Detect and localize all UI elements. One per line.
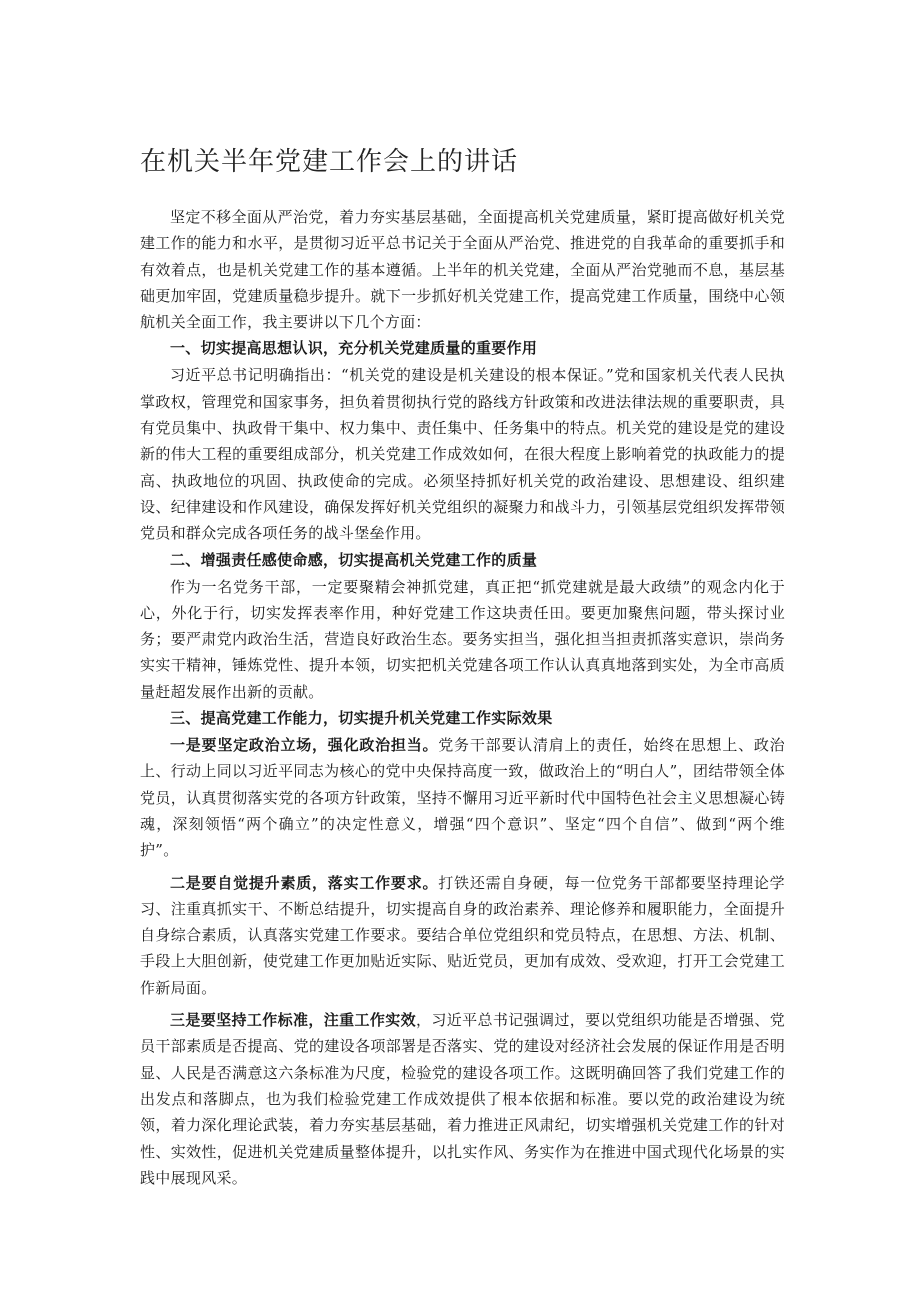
intro-paragraph: 坚定不移全面从严治党，着力夯实基层基础，全面提高机关党建质量，紧盯提高做好机关党建工作的能力和水平，是贯彻习近平总书记关于全面从严治党、推进党的自我革命的重要抓手和有效着点，也是机关党建工作的基本遵循。上半年的机关党建，全面从严治党驰而不息，基层基础更加牢固，党建质量稳步提升。就下一步抓好机关党建工作，提高党建工作质量，围绕中心领航机关全面工作，我主要讲以下几个方面： [140,208,785,332]
point-1-body: 党务干部要认清肩上的责任，始终在思想上、政治上、行动上同以习近平同志为核心的党中央保持高度一致，做政治上的“明白人”，团结带领全体党员，认真贯彻落实党的各项方针政策，坚持不懈用习近平新时代中国特色社会主义思想凝心铸魂，深刻领悟“两个确立”的决定性意义，增强“四个意识”、坚定“四个自信”、做到“两个维护”。 [140,736,785,860]
section-1-heading: 一、切实提高思想认识，充分机关党建质量的重要作用 [170,339,538,358]
section-1-paragraph: 习近平总书记明确指出：“机关党的建设是机关建设的根本保证。”党和国家机关代表人民执掌政权，管理党和国家事务，担负着贯彻执行党的路线方针政策和改进法律法规的重要职责，具有党员集中、执政骨干集中、权力集中、责任集中、任务集中的特点。机关党的建设是党的建设新的伟大工程的重要组成部分，机关党建工作成效如何，在很大程度上影响着党的执政能力的提高、执政地位的巩固、执政使命的完成。必须坚持抓好机关党的政治建设、思想建设、组织建设、纪律建设和作风建设，确保发挥好机关党组织的凝聚力和战斗力，引领基层党组织发挥带领党员和群众完成各项任务的战斗堡垒作用。 [140,366,785,543]
document-page [140,138,785,1191]
section-3-point-3 [140,1007,785,1191]
section-2-heading: 二、增强责任感使命感，切实提高机关党建工作的质量 [170,550,538,569]
document-title: 在机关半年党建工作会上的讲话 [140,147,519,177]
point-3-body: ，习近平总书记强调过，要以党组织功能是否增强、党员干部素质是否提高、党的建设各项部署是否落实、党的建设对经济社会发展的保证作用是否明显、人民是否满意这六条标准为尺度，检验党的建设各项工作。这既明确回答了我们党建工作的出发点和落脚点，也为我们检验党建工作成效提供了根本依据和标准。要以党的政治建设为统领，着力深化理论武装，着力夯实基层基础，着力推进正风肃纪，切实增强机关党建工作的针对性、实效性，促进机关党建质量整体提升，以扎实作风、务实作为在推进中国式现代化场景的实践中展现风采。 [140,1011,785,1187]
point-1-lead: 一是要坚定政治立场，强化政治担当。 [170,736,439,755]
section-3-heading: 三、提高党建工作能力，切实提升机关党建工作实际效果 [170,709,553,728]
section-3-point-2 [140,870,785,1001]
section-3-point-1 [140,732,785,863]
point-3-lead: 三是要坚持工作标准，注重工作实效 [170,1011,417,1030]
point-2-lead: 二是要自觉提升素质，落实工作要求。 [170,873,439,892]
section-2-paragraph: 作为一名党务干部，一定要聚精会神抓党建，真正把“抓党建就是最大政绩”的观念内化于心，外化于行，切实发挥表率作用，种好党建工作这块责任田。要更加聚焦问题，带头探讨业务；要严肃党内政治生活，营造良好政治生态。要务实担当，强化担当担责抓落实意识，崇尚务实实干精神，锤炼党性、提升本领，切实把机关党建各项工作认认真真地落到实处，为全市高质量赶超发展作出新的贡献。 [140,577,785,701]
point-2-body: 打铁还需自身硬，每一位党务干部都要坚持理论学习、注重真抓实干、不断总结提升，切实提高自身的政治素养、理论修养和履职能力，全面提升自身综合素质，认真落实党建工作要求。要结合单位党组织和党员特点，在思想、方法、机制、手段上大胆创新，使党建工作更加贴近实际、贴近党员，更加有成效、受欢迎，打开工会党建工作新局面。 [140,873,785,997]
